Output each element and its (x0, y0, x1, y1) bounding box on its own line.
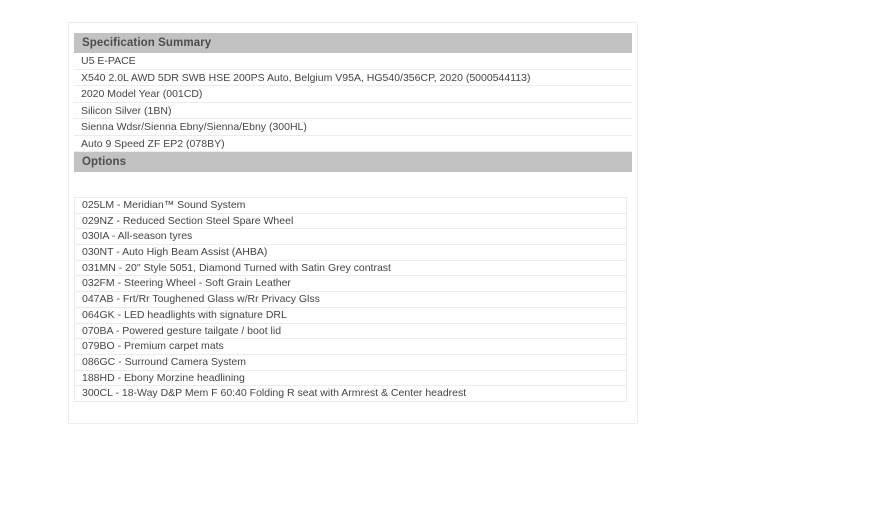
option-row: 070BA - Powered gesture tailgate / boot lid (74, 324, 627, 340)
spec-report-panel (68, 22, 638, 424)
spec-summary-row: U5 E-PACE (74, 53, 632, 70)
spec-summary-row: 2020 Model Year (001CD) (74, 86, 632, 103)
option-row: 025LM - Meridian™ Sound System (74, 198, 627, 214)
options-table (74, 197, 627, 402)
option-row: 030NT - Auto High Beam Assist (AHBA) (74, 245, 627, 261)
spec-summary-row: Silicon Silver (1BN) (74, 103, 632, 120)
specification-summary-table (74, 53, 632, 152)
option-row: 300CL - 18-Way D&P Mem F 60:40 Folding R seat with Armrest & Center headrest (74, 386, 627, 402)
option-row: 188HD - Ebony Morzine headlining (74, 371, 627, 387)
option-row: 079BO - Premium carpet mats (74, 339, 627, 355)
spec-summary-row: X540 2.0L AWD 5DR SWB HSE 200PS Auto, Belgium V95A, HG540/356CP, 2020 (5000544113) (74, 70, 632, 87)
option-row: 030IA - All-season tyres (74, 229, 627, 245)
spec-summary-row: Auto 9 Speed ZF EP2 (078BY) (74, 136, 632, 153)
option-row: 032FM - Steering Wheel - Soft Grain Leather (74, 276, 627, 292)
option-row: 086GC - Surround Camera System (74, 355, 627, 371)
options-header: Options (74, 152, 632, 172)
spec-summary-row: Sienna Wdsr/Sienna Ebny/Sienna/Ebny (300HL) (74, 119, 632, 136)
option-row: 029NZ - Reduced Section Steel Spare Wheel (74, 214, 627, 230)
option-row: 047AB - Frt/Rr Toughened Glass w/Rr Privacy Glss (74, 292, 627, 308)
option-row: 031MN - 20" Style 5051, Diamond Turned with Satin Grey contrast (74, 261, 627, 277)
specification-summary-header: Specification Summary (74, 33, 632, 53)
option-row: 064GK - LED headlights with signature DRL (74, 308, 627, 324)
options-gap (74, 172, 632, 197)
